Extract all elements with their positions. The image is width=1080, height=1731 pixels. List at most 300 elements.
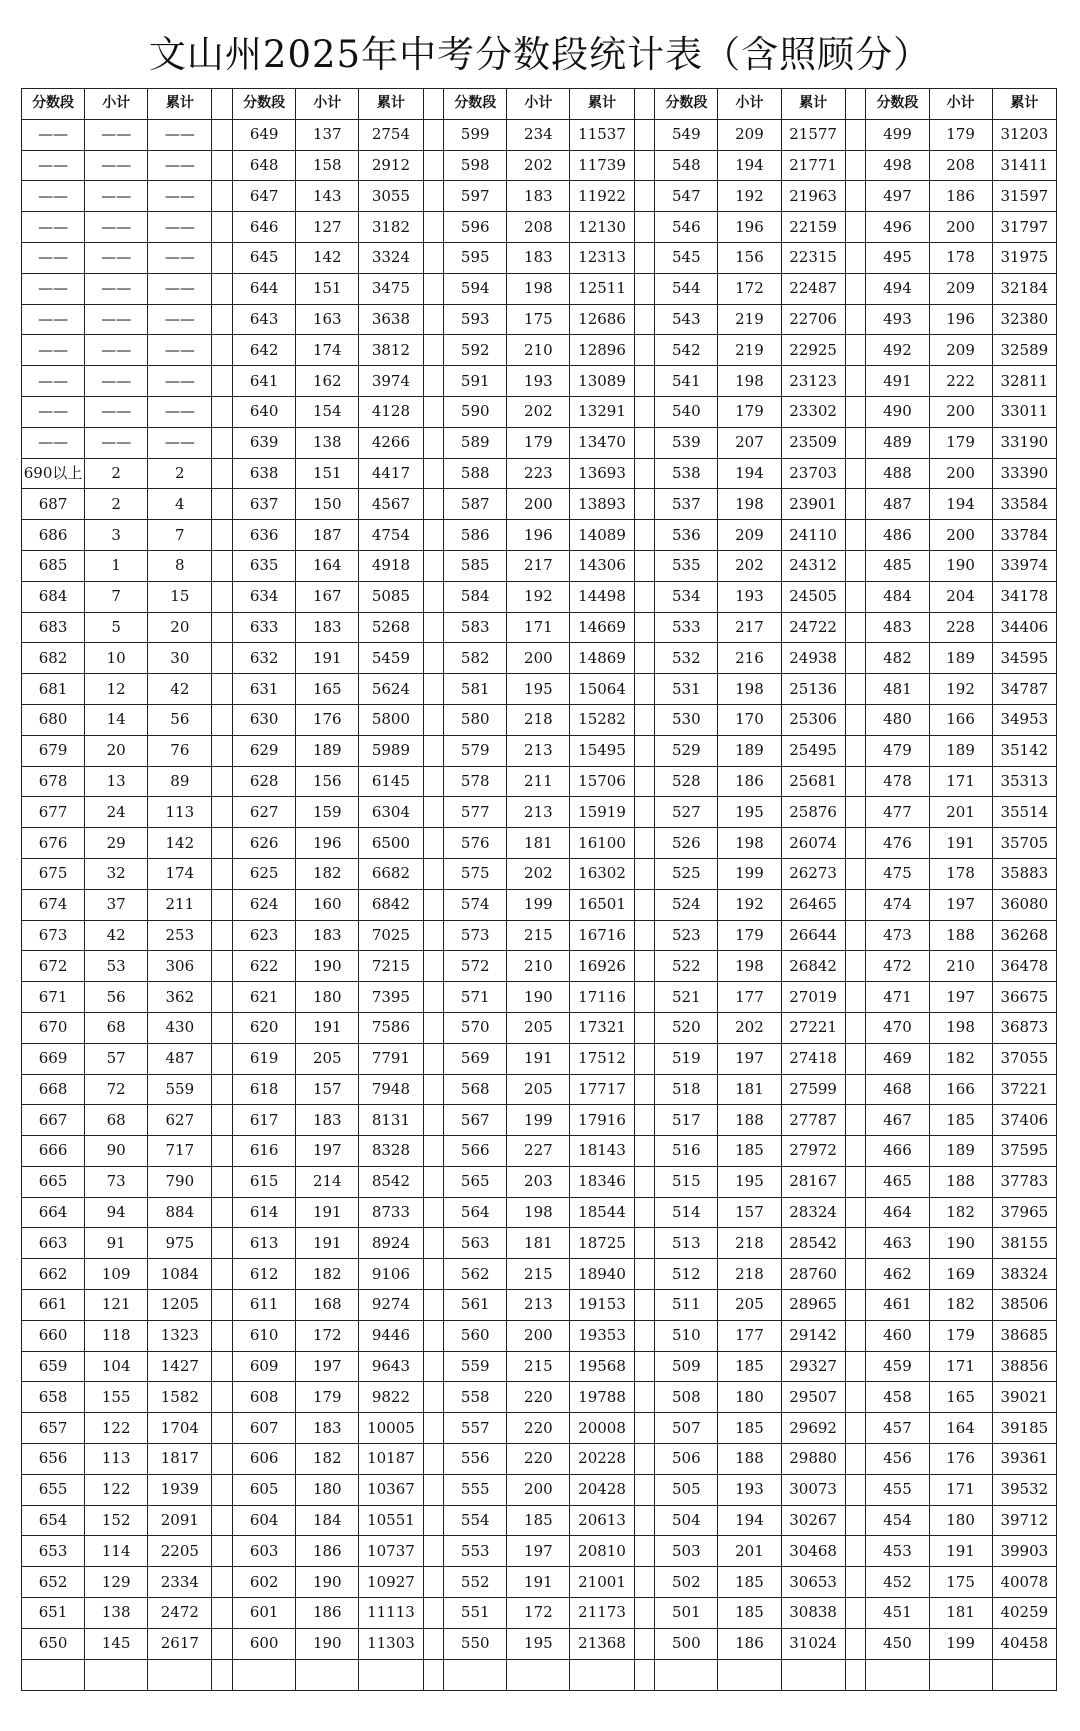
column-separator [634, 1382, 655, 1413]
score-cell: 474 [866, 889, 929, 920]
table-row [22, 766, 1057, 797]
column-separator [634, 581, 655, 612]
table-row [22, 1259, 1057, 1290]
subtotal-cell: 191 [296, 1012, 359, 1043]
cumulative-cell: 36080 [992, 889, 1056, 920]
cumulative-cell: 25495 [781, 735, 845, 766]
column-separator [845, 889, 866, 920]
cumulative-cell: 17916 [570, 1105, 634, 1136]
score-cell: 685 [22, 550, 85, 581]
subtotal-cell: 186 [296, 1536, 359, 1567]
score-cell: —— [22, 335, 85, 366]
score-cell: 502 [655, 1567, 718, 1598]
subtotal-cell: 127 [296, 212, 359, 243]
subtotal-cell: 194 [718, 458, 781, 489]
column-separator [845, 1166, 866, 1197]
score-cell: 590 [444, 396, 507, 427]
cumulative-cell: 142 [148, 828, 212, 859]
score-cell: —— [22, 150, 85, 181]
cumulative-cell: 25306 [781, 704, 845, 735]
cumulative-cell: 14669 [570, 612, 634, 643]
column-separator [634, 427, 655, 458]
column-separator [845, 920, 866, 951]
table-row [22, 427, 1057, 458]
subtotal-cell: 198 [718, 828, 781, 859]
score-cell: 607 [233, 1413, 296, 1444]
subtotal-cell: 192 [718, 181, 781, 212]
subtotal-cell: 180 [718, 1382, 781, 1413]
subtotal-cell: 158 [296, 150, 359, 181]
table-row [22, 1012, 1057, 1043]
cumulative-cell: 23703 [781, 458, 845, 489]
cumulative-cell: 25681 [781, 766, 845, 797]
table-row [22, 458, 1057, 489]
subtotal-cell: 234 [507, 119, 570, 150]
score-cell: 506 [655, 1444, 718, 1475]
table-row [22, 735, 1057, 766]
cumulative-cell: 7586 [359, 1012, 423, 1043]
score-cell: 575 [444, 858, 507, 889]
cumulative-cell: 24938 [781, 643, 845, 674]
subtotal-cell: 185 [718, 1136, 781, 1167]
cumulative-cell: 31797 [992, 212, 1056, 243]
subtotal-cell: 218 [718, 1259, 781, 1290]
table-row [22, 920, 1057, 951]
column-separator [634, 797, 655, 828]
column-separator [423, 1320, 444, 1351]
column-separator [634, 612, 655, 643]
score-cell: 462 [866, 1259, 929, 1290]
table-row [22, 612, 1057, 643]
score-cell: 624 [233, 889, 296, 920]
subtotal-cell: 186 [929, 181, 992, 212]
subtotal-cell: 166 [929, 1074, 992, 1105]
cumulative-cell: 33974 [992, 550, 1056, 581]
column-separator [423, 1136, 444, 1167]
table-row [22, 489, 1057, 520]
score-cell: 490 [866, 396, 929, 427]
score-cell: 514 [655, 1197, 718, 1228]
cumulative-cell: 12313 [570, 242, 634, 273]
score-cell: 511 [655, 1290, 718, 1321]
score-cell: 625 [233, 858, 296, 889]
score-cell: 611 [233, 1290, 296, 1321]
score-cell: 593 [444, 304, 507, 335]
subtotal-cell: 185 [718, 1567, 781, 1598]
column-separator [634, 1444, 655, 1475]
subtotal-cell: 189 [718, 735, 781, 766]
subtotal-cell: —— [85, 119, 148, 150]
subtotal-cell: 163 [296, 304, 359, 335]
score-cell: 481 [866, 674, 929, 705]
cumulative-cell: 27972 [781, 1136, 845, 1167]
column-separator [423, 920, 444, 951]
cumulative-cell: —— [148, 212, 212, 243]
cumulative-cell: 12896 [570, 335, 634, 366]
score-cell: 540 [655, 396, 718, 427]
table-row [22, 982, 1057, 1013]
column-separator [212, 858, 233, 889]
score-cell: 678 [22, 766, 85, 797]
cumulative-cell: 34595 [992, 643, 1056, 674]
table-row [22, 1505, 1057, 1536]
column-separator [212, 674, 233, 705]
subtotal-cell: 194 [718, 1505, 781, 1536]
column-separator [634, 212, 655, 243]
empty-cell [929, 1659, 992, 1690]
score-cell: 470 [866, 1012, 929, 1043]
column-separator [634, 396, 655, 427]
column-separator [634, 1505, 655, 1536]
subtotal-cell: 200 [929, 212, 992, 243]
column-separator [212, 951, 233, 982]
cumulative-cell: 1323 [148, 1320, 212, 1351]
subtotal-cell: 150 [296, 489, 359, 520]
subtotal-cell: 162 [296, 366, 359, 397]
cumulative-cell: 2617 [148, 1628, 212, 1659]
score-cell: 673 [22, 920, 85, 951]
subtotal-cell: 166 [929, 704, 992, 735]
cumulative-cell: 40458 [992, 1628, 1056, 1659]
empty-cell [570, 1659, 634, 1690]
table-row [22, 366, 1057, 397]
subtotal-cell: 171 [507, 612, 570, 643]
table-body [22, 89, 1057, 1691]
cumulative-cell: 19568 [570, 1351, 634, 1382]
subtotal-cell: 151 [296, 273, 359, 304]
score-cell: 632 [233, 643, 296, 674]
column-separator [212, 1413, 233, 1444]
subtotal-cell: 171 [929, 766, 992, 797]
cumulative-cell: 5800 [359, 704, 423, 735]
cumulative-cell: 10551 [359, 1505, 423, 1536]
cumulative-cell: 11922 [570, 181, 634, 212]
column-separator [845, 242, 866, 273]
score-cell: 545 [655, 242, 718, 273]
column-separator [423, 550, 444, 581]
score-cell: 643 [233, 304, 296, 335]
cumulative-cell: 27787 [781, 1105, 845, 1136]
column-separator [845, 1136, 866, 1167]
cumulative-cell: 35705 [992, 828, 1056, 859]
column-separator [423, 458, 444, 489]
score-cell: 665 [22, 1166, 85, 1197]
subtotal-cell: 200 [929, 520, 992, 551]
subtotal-cell: 213 [507, 735, 570, 766]
subtotal-cell: —— [85, 273, 148, 304]
score-cell: 653 [22, 1536, 85, 1567]
cumulative-cell: 5268 [359, 612, 423, 643]
cumulative-cell: 40078 [992, 1567, 1056, 1598]
score-cell: 641 [233, 366, 296, 397]
column-separator [423, 1290, 444, 1321]
score-cell: 623 [233, 920, 296, 951]
column-separator [212, 828, 233, 859]
column-separator [423, 1536, 444, 1567]
score-cell: 640 [233, 396, 296, 427]
score-cell: 548 [655, 150, 718, 181]
column-separator [423, 889, 444, 920]
table-row [22, 828, 1057, 859]
score-cell: 452 [866, 1567, 929, 1598]
column-separator [634, 1043, 655, 1074]
score-cell: 478 [866, 766, 929, 797]
score-cell: 529 [655, 735, 718, 766]
table-row [22, 1351, 1057, 1382]
subtotal-cell: 182 [929, 1043, 992, 1074]
column-separator [845, 335, 866, 366]
cumulative-cell: 30073 [781, 1474, 845, 1505]
subtotal-cell: 56 [85, 982, 148, 1013]
cumulative-cell: 1205 [148, 1290, 212, 1321]
subtotal-cell: 179 [718, 396, 781, 427]
score-cell: 617 [233, 1105, 296, 1136]
subtotal-cell: 190 [296, 1628, 359, 1659]
subtotal-cell: 217 [507, 550, 570, 581]
table-row [22, 951, 1057, 982]
table-row [22, 1197, 1057, 1228]
column-separator [423, 643, 444, 674]
cumulative-cell: 19788 [570, 1382, 634, 1413]
column-separator [634, 304, 655, 335]
header-subtotal: 小计 [85, 89, 148, 120]
subtotal-cell: 198 [507, 273, 570, 304]
score-cell: 650 [22, 1628, 85, 1659]
table-row [22, 1567, 1057, 1598]
subtotal-cell: 201 [929, 797, 992, 828]
subtotal-cell: 176 [929, 1444, 992, 1475]
subtotal-cell: 53 [85, 951, 148, 982]
score-cell: 546 [655, 212, 718, 243]
cumulative-cell: 15 [148, 581, 212, 612]
subtotal-cell: 220 [507, 1413, 570, 1444]
score-cell: 642 [233, 335, 296, 366]
score-cell: 468 [866, 1074, 929, 1105]
cumulative-cell: 39532 [992, 1474, 1056, 1505]
score-cell: 635 [233, 550, 296, 581]
cumulative-cell: 22315 [781, 242, 845, 273]
table-row [22, 889, 1057, 920]
subtotal-cell: 175 [929, 1567, 992, 1598]
score-cell: 646 [233, 212, 296, 243]
column-separator [212, 643, 233, 674]
subtotal-cell: 181 [929, 1598, 992, 1629]
empty-cell [655, 1659, 718, 1690]
cumulative-cell: 23302 [781, 396, 845, 427]
cumulative-cell: 2091 [148, 1505, 212, 1536]
cumulative-cell: 26644 [781, 920, 845, 951]
column-separator [212, 335, 233, 366]
subtotal-cell: 188 [929, 920, 992, 951]
cumulative-cell: 13089 [570, 366, 634, 397]
score-cell: 461 [866, 1290, 929, 1321]
empty-cell [781, 1659, 845, 1690]
column-separator [423, 1598, 444, 1629]
score-cell: 453 [866, 1536, 929, 1567]
subtotal-cell: 192 [718, 889, 781, 920]
column-separator [845, 674, 866, 705]
subtotal-cell: 215 [507, 920, 570, 951]
score-cell: 609 [233, 1351, 296, 1382]
cumulative-cell: 21173 [570, 1598, 634, 1629]
column-separator [634, 951, 655, 982]
score-cell: 515 [655, 1166, 718, 1197]
cumulative-cell: 33784 [992, 520, 1056, 551]
column-separator [212, 1166, 233, 1197]
cumulative-cell: 16716 [570, 920, 634, 951]
subtotal-cell: 209 [718, 119, 781, 150]
score-cell: 615 [233, 1166, 296, 1197]
column-separator [423, 1166, 444, 1197]
subtotal-cell: 191 [296, 1197, 359, 1228]
cumulative-cell: 14089 [570, 520, 634, 551]
cumulative-cell: 30838 [781, 1598, 845, 1629]
score-cell: 454 [866, 1505, 929, 1536]
score-cell: 508 [655, 1382, 718, 1413]
score-cell: 574 [444, 889, 507, 920]
table-row [22, 1228, 1057, 1259]
cumulative-cell: 5085 [359, 581, 423, 612]
subtotal-cell: 180 [929, 1505, 992, 1536]
score-cell: 651 [22, 1598, 85, 1629]
column-separator [634, 1320, 655, 1351]
column-separator [423, 1228, 444, 1259]
cumulative-cell: 2754 [359, 119, 423, 150]
cumulative-cell: 9274 [359, 1290, 423, 1321]
column-separator [212, 458, 233, 489]
column-separator [212, 396, 233, 427]
cumulative-cell: 10005 [359, 1413, 423, 1444]
subtotal-cell: 195 [718, 1166, 781, 1197]
subtotal-cell: —— [85, 366, 148, 397]
subtotal-cell: 168 [296, 1290, 359, 1321]
column-separator [212, 1197, 233, 1228]
cumulative-cell: 13470 [570, 427, 634, 458]
cumulative-cell: 15706 [570, 766, 634, 797]
subtotal-cell: 198 [507, 1197, 570, 1228]
column-separator [423, 396, 444, 427]
score-cell: 582 [444, 643, 507, 674]
score-cell: 557 [444, 1413, 507, 1444]
column-separator [634, 674, 655, 705]
subtotal-cell: 178 [929, 242, 992, 273]
score-cell: 672 [22, 951, 85, 982]
subtotal-cell: 208 [507, 212, 570, 243]
table-row [22, 704, 1057, 735]
score-cell: 628 [233, 766, 296, 797]
cumulative-cell: 6145 [359, 766, 423, 797]
score-cell: 523 [655, 920, 718, 951]
cumulative-cell: 89 [148, 766, 212, 797]
score-cell: 664 [22, 1197, 85, 1228]
column-separator [845, 1012, 866, 1043]
subtotal-cell: 183 [296, 612, 359, 643]
score-cell: 578 [444, 766, 507, 797]
column-separator [423, 704, 444, 735]
cumulative-cell: 24722 [781, 612, 845, 643]
subtotal-cell: 189 [929, 643, 992, 674]
subtotal-cell: 185 [718, 1413, 781, 1444]
subtotal-cell: 165 [296, 674, 359, 705]
cumulative-cell: 37055 [992, 1043, 1056, 1074]
cumulative-cell: 5459 [359, 643, 423, 674]
subtotal-cell: 197 [929, 889, 992, 920]
column-separator [845, 520, 866, 551]
cumulative-cell: 31411 [992, 150, 1056, 181]
column-separator [423, 1105, 444, 1136]
score-cell: 604 [233, 1505, 296, 1536]
subtotal-cell: 189 [929, 1136, 992, 1167]
cumulative-cell: 22925 [781, 335, 845, 366]
column-separator [845, 427, 866, 458]
column-separator [212, 1382, 233, 1413]
score-cell: 561 [444, 1290, 507, 1321]
score-cell: 602 [233, 1567, 296, 1598]
subtotal-cell: 186 [718, 1628, 781, 1659]
column-separator [423, 150, 444, 181]
cumulative-cell: 35313 [992, 766, 1056, 797]
score-cell: 610 [233, 1320, 296, 1351]
cumulative-cell: 975 [148, 1228, 212, 1259]
table-row [22, 396, 1057, 427]
header-cumulative: 累计 [992, 89, 1056, 120]
column-separator [212, 119, 233, 150]
cumulative-cell: 28542 [781, 1228, 845, 1259]
score-cell: 497 [866, 181, 929, 212]
cumulative-cell: 15495 [570, 735, 634, 766]
table-row [22, 1166, 1057, 1197]
score-cell: 638 [233, 458, 296, 489]
column-separator [212, 489, 233, 520]
subtotal-cell: 208 [929, 150, 992, 181]
subtotal-cell: 29 [85, 828, 148, 859]
cumulative-cell: 1817 [148, 1444, 212, 1475]
subtotal-cell: 218 [718, 1228, 781, 1259]
score-cell: 581 [444, 674, 507, 705]
column-separator [212, 1628, 233, 1659]
column-separator [845, 366, 866, 397]
header-score-range: 分数段 [233, 89, 296, 120]
cumulative-cell: 8924 [359, 1228, 423, 1259]
cumulative-cell: 76 [148, 735, 212, 766]
cumulative-cell: 306 [148, 951, 212, 982]
column-separator [634, 858, 655, 889]
column-separator [423, 489, 444, 520]
cumulative-cell: 21368 [570, 1628, 634, 1659]
score-cell: 683 [22, 612, 85, 643]
table-row [22, 1043, 1057, 1074]
cumulative-cell: 24312 [781, 550, 845, 581]
subtotal-cell: 202 [718, 1012, 781, 1043]
subtotal-cell: —— [85, 212, 148, 243]
cumulative-cell: 12130 [570, 212, 634, 243]
column-separator [845, 1043, 866, 1074]
subtotal-cell: 194 [929, 489, 992, 520]
empty-cell [992, 1659, 1056, 1690]
cumulative-cell: 3475 [359, 273, 423, 304]
cumulative-cell: 30653 [781, 1567, 845, 1598]
column-separator [845, 396, 866, 427]
cumulative-cell: 21577 [781, 119, 845, 150]
subtotal-cell: 24 [85, 797, 148, 828]
score-cell: 456 [866, 1444, 929, 1475]
subtotal-cell: 104 [85, 1351, 148, 1382]
subtotal-cell: 143 [296, 181, 359, 212]
cumulative-cell: 31203 [992, 119, 1056, 150]
score-cell: 634 [233, 581, 296, 612]
table-row [22, 1320, 1057, 1351]
subtotal-cell: 175 [507, 304, 570, 335]
